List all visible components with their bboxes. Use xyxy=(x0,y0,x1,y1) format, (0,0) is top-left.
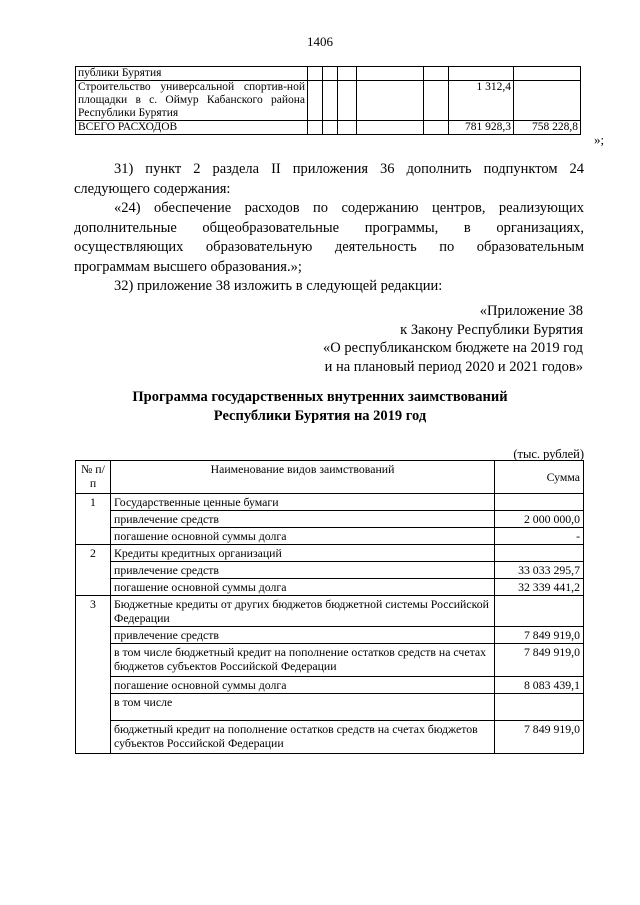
paragraph-31: 31) пункт 2 раздела II приложения 36 дополнить подпунктом 24 следующего содержания: xyxy=(74,161,584,197)
section-number: 1 xyxy=(76,494,111,511)
section-number: 2 xyxy=(76,545,111,562)
table-row xyxy=(76,494,584,511)
row-label: привлечение средств xyxy=(111,562,495,579)
paragraph-32: 32) приложение 38 изложить в следующей редакции: xyxy=(114,278,443,294)
table-cell-name: публики Бурятия xyxy=(76,67,308,81)
row-label: бюджетный кредит на пополнение остатков средств на счетах бюджетов субъектов Российской Федерации xyxy=(111,721,495,754)
row-label: погашение основной суммы долга xyxy=(111,579,495,596)
title-line: Программа государственных внутренних заимствований xyxy=(132,389,508,405)
document-title xyxy=(0,388,640,426)
table-cell-value: 758 228,8 xyxy=(514,121,581,135)
row-value: 7 849 919,0 xyxy=(495,644,584,677)
section-title: Бюджетные кредиты от других бюджетов бюджетной системы Российской Федерации xyxy=(111,596,495,627)
table-cell-value xyxy=(514,81,581,121)
table-row xyxy=(76,67,581,81)
row-label: в том числе бюджетный кредит на пополнение остатков средств на счетах бюджетов субъектов Российской Федерации xyxy=(111,644,495,677)
table-row xyxy=(76,121,581,135)
table-cell-value xyxy=(449,67,514,81)
units-label: (тыс. рублей) xyxy=(513,447,584,461)
header-name: Наименование видов заимствований xyxy=(111,461,495,494)
closing-quote: »; xyxy=(594,132,605,147)
row-value: 7 849 919,0 xyxy=(495,627,584,644)
header-sum: Сумма xyxy=(495,461,584,494)
row-label: привлечение средств xyxy=(111,511,495,528)
amendment-text xyxy=(74,160,584,297)
table-row xyxy=(76,562,584,579)
table-row xyxy=(76,677,584,694)
table-row xyxy=(76,596,584,627)
row-label: привлечение средств xyxy=(111,627,495,644)
appendix-line: и на плановый период 2020 и 2021 годов» xyxy=(324,358,583,375)
paragraph-24: «24) обеспечение расходов по содержанию центров, реализующих дополнительные общеобразовательные программы, в организациях, осуществляющих образовательную деятельность по образовательным программам высшего образования.»; xyxy=(74,200,584,275)
row-value: - xyxy=(495,528,584,545)
appendix-header xyxy=(323,302,583,376)
row-value xyxy=(495,694,584,721)
appendix-line: «Приложение 38 xyxy=(479,303,583,319)
row-value: 32 339 441,2 xyxy=(495,579,584,596)
header-num: № п/п xyxy=(76,461,111,494)
table-cell-value: 781 928,3 xyxy=(449,121,514,135)
section-number: 3 xyxy=(76,596,111,627)
row-label: погашение основной суммы долга xyxy=(111,528,495,545)
table-cell-name: ВСЕГО РАСХОДОВ xyxy=(76,121,308,135)
table-row xyxy=(76,545,584,562)
table-cell-value: 1 312,4 xyxy=(449,81,514,121)
expense-table-continuation xyxy=(75,66,581,135)
page-number: 1406 xyxy=(307,34,333,49)
row-value: 33 033 295,7 xyxy=(495,562,584,579)
borrowing-program-table xyxy=(75,460,584,754)
title-line: Республики Бурятия на 2019 год xyxy=(213,408,427,424)
table-row xyxy=(76,721,584,754)
appendix-line: к Закону Республики Бурятия xyxy=(400,321,583,338)
table-row xyxy=(76,81,581,121)
table-row xyxy=(76,511,584,528)
section-title: Кредиты кредитных организаций xyxy=(111,545,495,562)
section-title: Государственные ценные бумаги xyxy=(111,494,495,511)
table-row xyxy=(76,644,584,677)
table-row xyxy=(76,579,584,596)
table-header-row xyxy=(76,461,584,494)
table-cell-name: Строительство универсальной спортив-ной площадки в с. Оймур Кабанского района Республики Бурятия xyxy=(76,81,308,121)
row-label: в том числе xyxy=(111,694,495,721)
appendix-line: «О республиканском бюджете на 2019 год xyxy=(323,340,583,356)
table-row xyxy=(76,627,584,644)
row-value: 8 083 439,1 xyxy=(495,677,584,694)
row-label: погашение основной суммы долга xyxy=(111,677,495,694)
row-value: 2 000 000,0 xyxy=(495,511,584,528)
row-value: 7 849 919,0 xyxy=(495,721,584,754)
table-cell-value xyxy=(514,67,581,81)
table-row xyxy=(76,694,584,721)
table-row xyxy=(76,528,584,545)
